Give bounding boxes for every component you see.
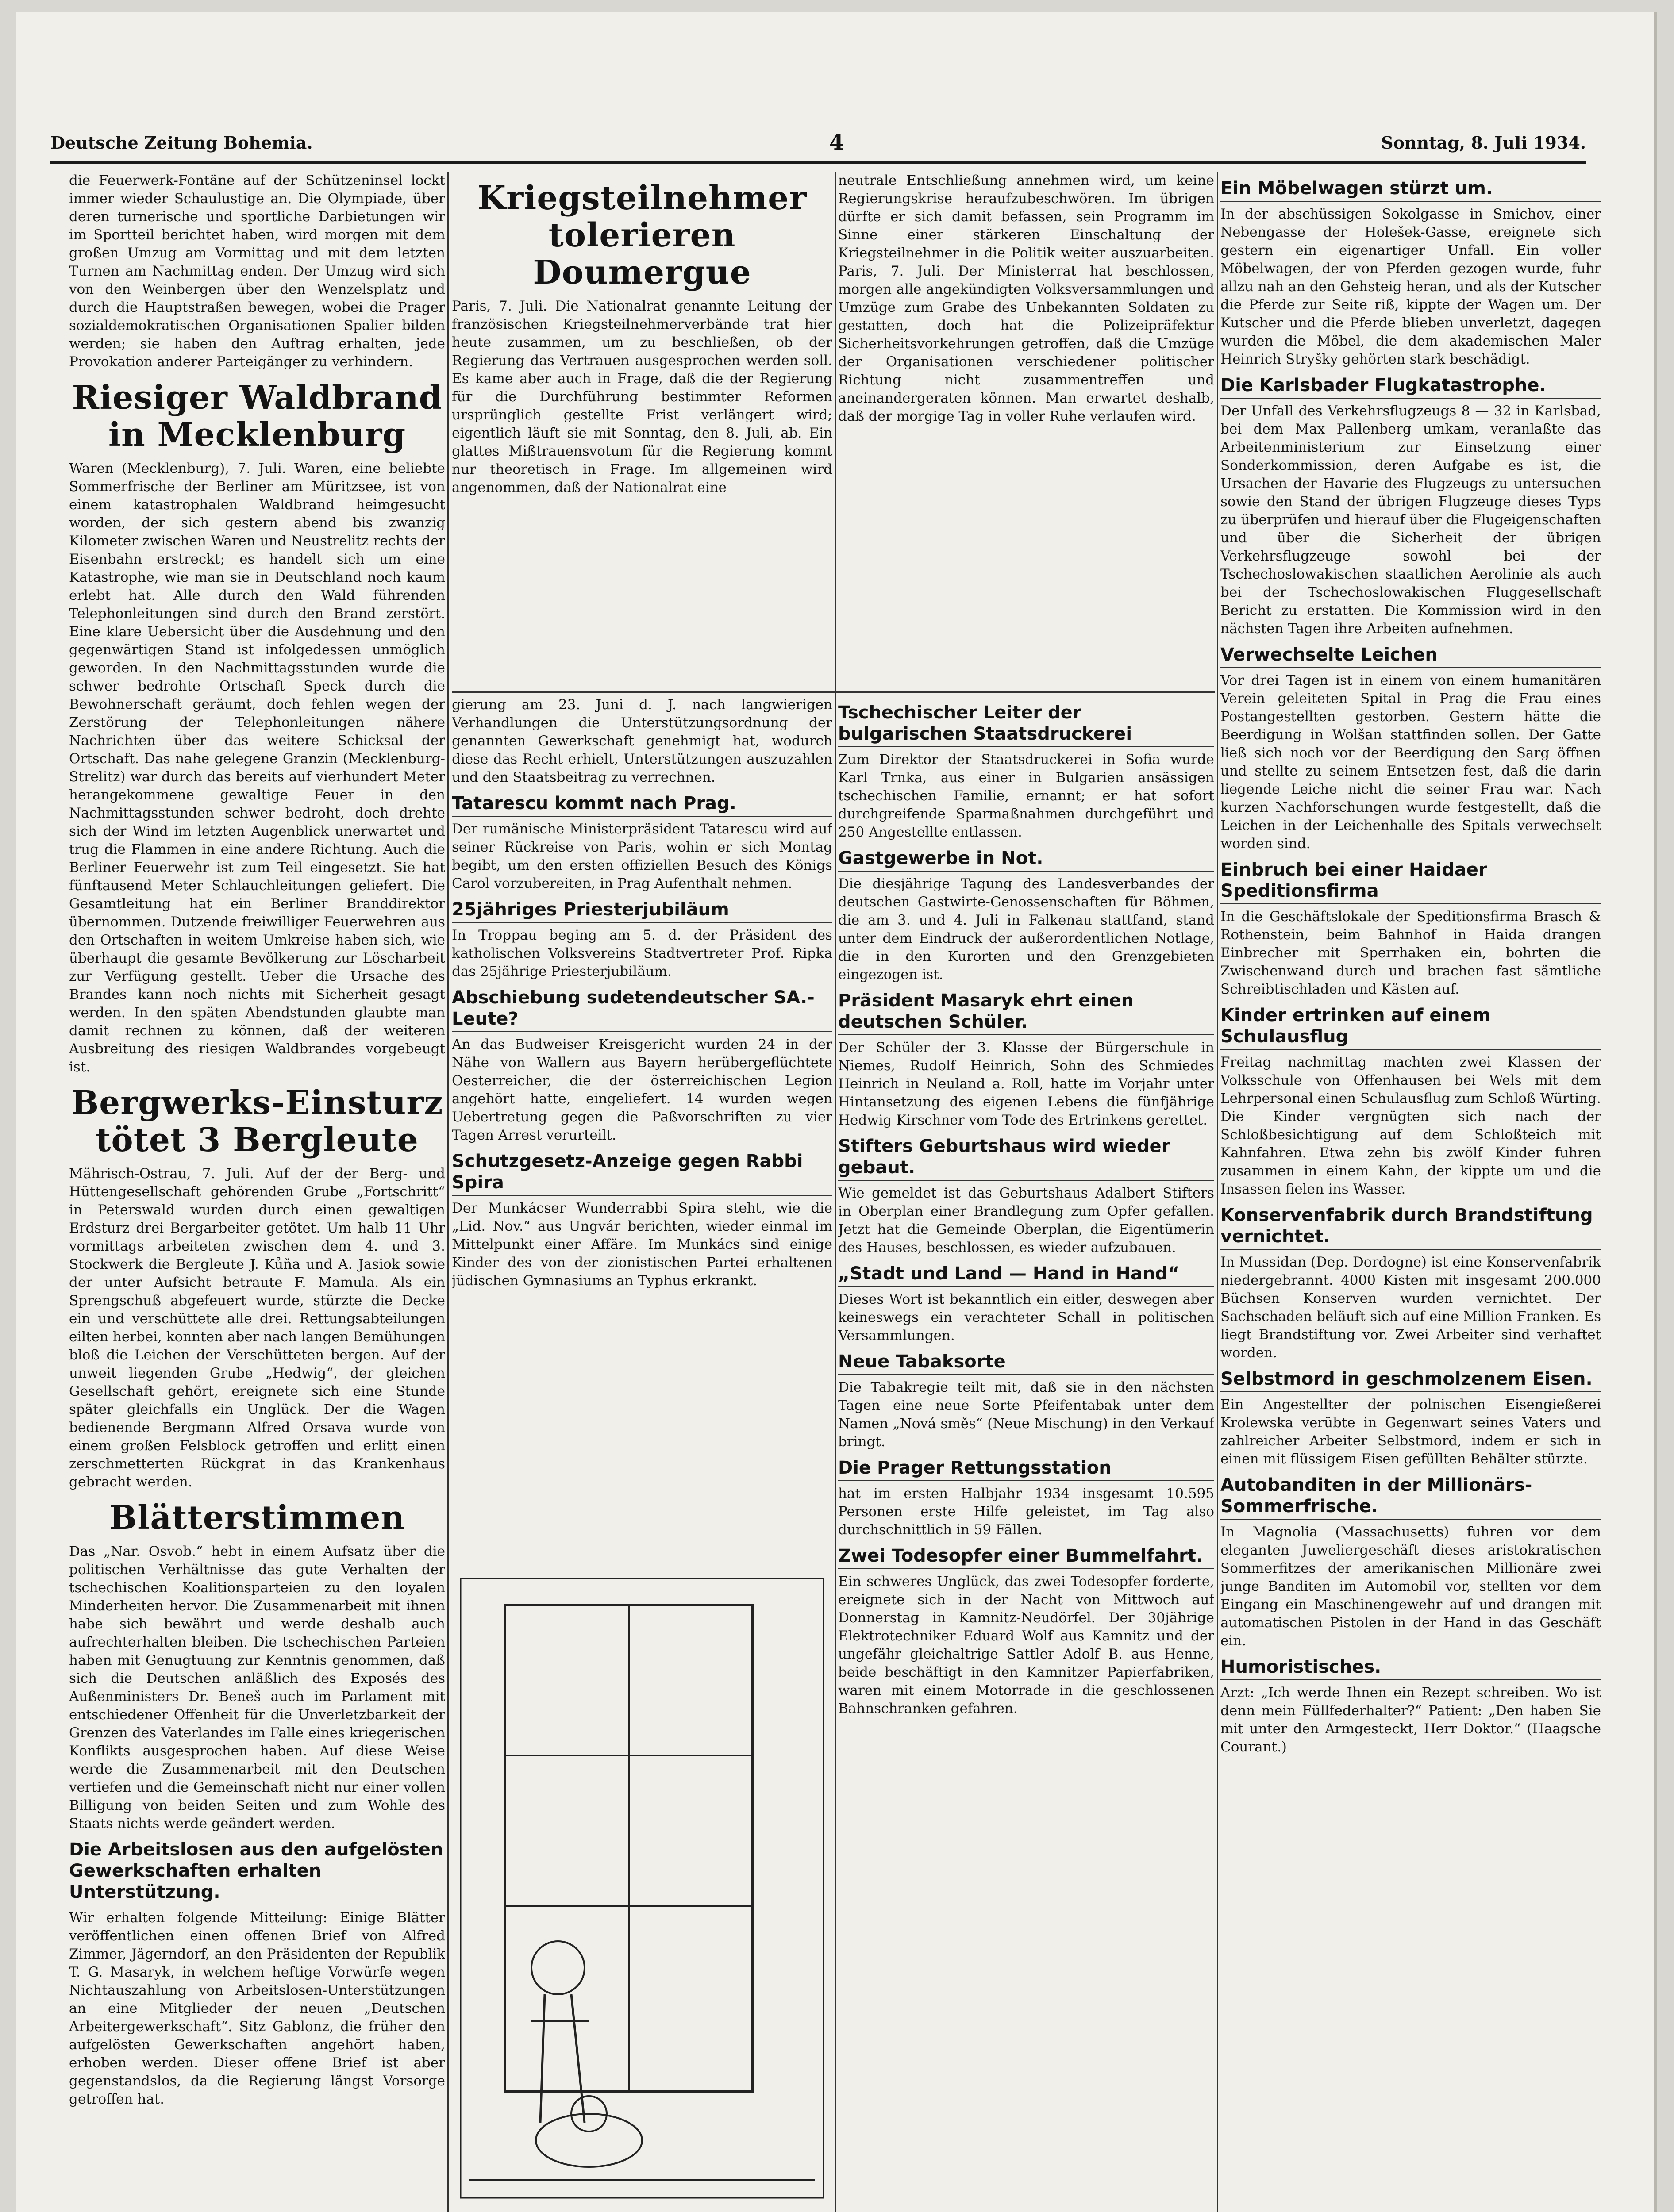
subheadline: Neue Tabaksorte xyxy=(838,1351,1214,1375)
article-text: Ein schweres Unglück, das zwei Todesopfer forderte, ereignete sich in der Nacht von Mittwoch auf Donnerstag in Kamnitz-Neudörfel. Der 30jährige Elektrotechniker Eduard Wolf aus Kamnitz und der ungefähr gleichaltrige Sattler Adolf B. aus Henne, beide beschäftigt in den Kamnitzer Papierfabriken, waren mit einem Motorrade in die geschlossenen Bahnschranken gefahren. xyxy=(838,1574,1214,1717)
column-rule xyxy=(447,172,449,2212)
headline: Riesiger Waldbrand in Mecklenburg xyxy=(72,379,443,454)
section-rule xyxy=(452,691,1215,693)
subheadline: Einbruch bei einer Haidaer Speditionsfirma xyxy=(1220,859,1601,904)
subheadline: Gastgewerbe in Not. xyxy=(838,848,1214,872)
page-number: 4 xyxy=(829,130,844,155)
article-text: Die diesjährige Tagung des Landesverbandes der deutschen Gastwirte-Genossenschaften für Böhmen, die am 3. und 4. Juli in Falkenau stattfand, stand unter dem Eindruck der außerordentlichen Notlage, die in den Kurorten und den Grenzgebieten eingezogen ist. xyxy=(838,876,1214,983)
subheadline: Tschechischer Leiter der bulgarischen Staatsdruckerei xyxy=(838,702,1214,747)
column-1 xyxy=(69,172,445,2212)
subheadline: „Stadt und Land — Hand in Hand“ xyxy=(838,1263,1214,1287)
column-rule xyxy=(1217,172,1218,2212)
article-text: Der Unfall des Verkehrsflugzeugs 8 — 32 in Karlsbad, bei dem Max Pallenberg umkam, veranlaßte das Arbeitenministerium zur Einsetzung einer Sonderkommission, deren Aufgabe es ist, die Ursachen der Havarie des Flugzeugs zu untersuchen sowie den Stand der übrigen Flugzeuge dieses Typs zu überprüfen und hierauf über die Flugeigenschaften und über die Sicherheit der übrigen Verkehrsflugzeuge sowohl bei der Tschechoslowakischen staatlichen Aerolinie als auch bei der Tschechoslowakischen Fluggesellschaft Bericht zu erstatten. Die Kommission wird in den nächsten Tagen ihre Arbeiten aufnehmen. xyxy=(1220,403,1601,637)
article-text: Mährisch-Ostrau, 7. Juli. Auf der der Berg- und Hüttengesellschaft gehörenden Grube „Fortschritt“ in Peterswald wurden durch einen gewaltigen Erdsturz drei Bergarbeiter getötet. Um halb 11 Uhr vormittags arbeiteten zwischen dem 4. und 3. Stockwerk die Bergleute J. Kůňa und A. Jasiok sowie der unter Aufsicht betraute F. Mamula. Als ein Sprengschuß abgefeuert wurde, stürzte die Decke ein und verschüttete alle drei. Rettungsabteilungen eilten herbei, konnten aber nach langen Bemühungen bloß die Leichen der Verschütteten bergen. Auf der unweit liegenden Grube „Hedwig“, der gleichen Gesellschaft gehört, ereignete sich eine Stunde später gleichfalls ein Unglück. Der die Wagen bedienende Bergmann Alfred Orsava wurde von einem großen Felsblock getroffen und erlitt einen zerschmetterten Rückgrat in das Krankenhaus gebracht werden. xyxy=(69,1166,445,1490)
headline: Bergwerks-Einsturz tötet 3 Bergleute xyxy=(71,1084,443,1159)
subheadline: Konservenfabrik durch Brandstiftung vernichtet. xyxy=(1220,1205,1601,1250)
column-2-top xyxy=(452,172,832,689)
subheadline: Selbstmord in geschmolzenem Eisen. xyxy=(1220,1368,1601,1392)
newspaper-name: Deutsche Zeitung Bohemia. xyxy=(50,133,313,153)
subheadline: Tatarescu kommt nach Prag. xyxy=(452,793,832,817)
article-text: Wir erhalten folgende Mitteilung: Einige Blätter veröffentlichen einen offenen Brief von Alfred Zimmer, Jägerndorf, an den Präsidenten der Republik T. G. Masaryk, in welchem heftige Vorwürfe wegen Nichtauszahlung von Arbeitslosen-Unterstützungen an eine Mitglieder der neuen „Deutschen Arbeitergewerkschaft“. Sitz Gablonz, die früher den aufgelösten Gewerkschaften angehört haben, erhoben werden. Dieser offene Brief ist aber gegenstandslos, da die Regierung längst Vorsorge getroffen hat. xyxy=(69,1910,445,2107)
article-text: In die Geschäftslokale der Speditionsfirma Brasch & Rothenstein, beim Bahnhof in Haida drangen Einbrecher mit Sperrhaken ein, bohrten die Zwischenwand durch und brachen fast sämtliche Schreibtischladen und Kästen auf. xyxy=(1220,909,1601,997)
article-text: In Mussidan (Dep. Dordogne) ist eine Konservenfabrik niedergebrannt. 4000 Kisten mit insgesamt 200.000 Büchsen Konserven wurden vernichtet. Der Sachschaden beläuft sich auf eine Million Franken. Es liegt Brandstiftung vor. Zwei Arbeiter sind verhaftet worden. xyxy=(1220,1254,1601,1361)
article-text: Arzt: „Ich werde Ihnen ein Rezept schreiben. Wo ist denn mein Füllfederhalter?“ Patient: „Den haben Sie mit unter den Armgesteckt, Herr Doktor.“ (Haagsche Courant.) xyxy=(1220,1685,1601,1755)
article-text: Der Schüler der 3. Klasse der Bürgerschule in Niemes, Rudolf Heinrich, Sohn des Schmiedes Heinrich in Neuland a. Roll, hatte im Vorjahr unter Hintansetzung des eigenen Lebens die fünfjährige Hedwig Kirschner vom Tode des Ertrinkens gerettet. xyxy=(838,1040,1214,1128)
headline: Kriegsteilnehmer tolerieren Doumergue xyxy=(477,179,807,292)
article-text: Ein Angestellter der polnischen Eisengießerei Krolewska verübte in Gegenwart seines Vaters und zahlreicher Arbeiter Selbstmord, indem er sich in einen mit flüssigem Eisen gefüllten Behälter stürzte. xyxy=(1220,1397,1601,1467)
column-2-bottom xyxy=(452,696,832,1563)
article-text: Dieses Wort ist bekanntlich ein eitler, deswegen aber keineswegs ein verachteter Schall in politischen Versammlungen. xyxy=(838,1291,1214,1344)
subheadline: Präsident Masaryk ehrt einen deutschen Schüler. xyxy=(838,990,1214,1035)
issue-date: Sonntag, 8. Juli 1934. xyxy=(1381,133,1586,153)
subheadline: Kinder ertrinken auf einem Schulausflug xyxy=(1220,1005,1601,1050)
article-text: Paris, 7. Juli. Die Nationalrat genannte Leitung der französischen Kriegsteilnehmerverbände trat hier heute zusammen, um zu beschließen, ob der Regierung das Vertrauen ausgesprochen werden soll. Es kame aber auch in Frage, daß die der Regierung für die Durchführung bestimmter Reformen ursprünglich gestellte Frist verlängert wird; eigentlich läuft sie mit Sonntag, den 8. Juli, ab. Ein glattes Mißtrauensvotum für die Regierung kommt nur theoretisch in Frage. Im allgemeinen wird angenommen, daß der Nationalrat eine xyxy=(452,298,832,495)
subheadline: Humoristisches. xyxy=(1220,1656,1601,1680)
article-text: Vor drei Tagen ist in einem von einem humanitären Verein geleiteten Spital in Prag die Frau eines Postangestellten gestorben. Gestern hätte die Beerdigung in Wolšan stattfinden sollen. Der Gatte ließ sich noch vor der Beerdigung den Sarg öffnen und stellte zu seinem Entsetzen fest, daß die darin liegende Leiche nicht die seiner Frau war. Nach kurzen Nachforschungen wurde festgestellt, daß die Leichen in der Leichenhalle des Spitals verwechselt worden sind. xyxy=(1220,672,1601,852)
article-text: Die Tabakregie teilt mit, daß sie in den nächsten Tagen eine neue Sorte Pfeifentabak unter dem Namen „Nová směs“ (Neue Mischung) in den Verkauf bringt. xyxy=(838,1379,1214,1450)
subheadline: Stifters Geburtshaus wird wieder gebaut. xyxy=(838,1136,1214,1181)
article-text: An das Budweiser Kreisgericht wurden 24 in der Nähe von Wallern aus Bayern herübergeflüchtete Oesterreicher, die der österreichischen Legion angehört hatte, eingeliefert. 14 wurden wegen Uebertretung gegen die Paßvorschriften zu vier Tagen Arrest verurteilt. xyxy=(452,1037,832,1143)
subheadline: Zwei Todesopfer einer Bummelfahrt. xyxy=(838,1545,1214,1569)
cartoon xyxy=(452,1570,832,2212)
article-text: gierung am 23. Juni d. J. nach langwierigen Verhandlungen die Unterstützungsordnung der genannten Gewerkschaft genehmigt hat, wodurch diese das Recht erhielt, Unterstützungen auszuzahlen und den Staatsbeitrag zu verrechnen. xyxy=(452,697,832,785)
article-text: Das „Nar. Osvob.“ hebt in einem Aufsatz über die politischen Verhältnisse das gute Verhalten der tschechischen Koalitionsparteien zu den loyalen Minderheiten hervor. Die Zusammenarbeit mit ihnen habe sich bewährt und werde deshalb auch aufrechterhalten bleiben. Die tschechischen Parteien haben mit Genugtuung zur Kenntnis genommen, daß sich die Deutschen anläßlich des Exposés des Außenministers Dr. Beneš auch im Parlament mit entschiedener Offenheit für die Unverletzbarkeit der Grenzen des Vaterlandes im Falle eines kriegerischen Konflikts ausgesprochen haben. Auf diese Weise werde die Zusammenarbeit mit den Deutschen vertiefen und die Gemeinschaft nicht nur einer vollen Billigung von beiden Seiten und zum Wohle des Staats nichts werde geändert werden. xyxy=(69,1544,445,1832)
column-rule xyxy=(835,172,836,2212)
header-rule xyxy=(50,161,1586,164)
subheadline: Ein Möbelwagen stürzt um. xyxy=(1220,178,1601,202)
article-text: Der Munkácser Wunderrabbi Spira steht, wie die „Lid. Nov.“ aus Ungvár berichten, wieder einmal im Mittelpunkt einer Affäre. Im Munkács sind einige Kinder des von der zionistischen Partei erhaltenen jüdischen Gymnasiums an Typhus erkrankt. xyxy=(452,1200,832,1289)
subheadline: Die Arbeitslosen aus den aufgelösten Gewerkschaften erhalten Unterstützung. xyxy=(69,1839,445,1905)
article-text: Der rumänische Ministerpräsident Tatarescu wird auf seiner Rückreise von Paris, wohin er sich Montag begibt, um den ersten offiziellen Besuch des Königs Carol vorzubereiten, in Prag Aufenthalt nehmen. xyxy=(452,821,832,891)
article-text: hat im ersten Halbjahr 1934 insgesamt 10.595 Personen erste Hilfe geleistet, im Tag also durchschnittlich in 59 Fällen. xyxy=(838,1486,1214,1538)
subheadline: Die Karlsbader Flugkatastrophe. xyxy=(1220,375,1601,399)
page-header xyxy=(50,130,1586,159)
article-text: die Feuerwerk-Fontäne auf der Schützeninsel lockt immer wieder Schaulustige an. Die Olympiade, über deren turnerische und sportliche Darbietungen wir im Sportteil berichtet haben, wird morgen mit dem großen Umzug am Vormittag und mit dem letzten Turnen am Nachmittag enden. Der Umzug wird sich von den Weinbergen über den Wenzelsplatz und durch die Hauptstraßen bewegen, wobei die Prager sozialdemokratischen Organisationen Spalier bilden werden; sie haben den Auftrag erhalten, jede Provokation anderer Parteigänger zu verhindern. xyxy=(69,173,445,370)
column-3-top xyxy=(838,172,1214,689)
article-text: Zum Direktor der Staatsdruckerei in Sofia wurde Karl Trnka, aus einer in Bulgarien ansässigen tschechischen Familie, ernannt; er hat sofort durchgreifende Sparmaßnahmen durchgeführt und 250 Angestellte entlassen. xyxy=(838,752,1214,840)
article-text: Wie gemeldet ist das Geburtshaus Adalbert Stifters in Oberplan einer Brandlegung zum Opfer gefallen. Jetzt hat die Gemeinde Oberplan, die Eigentümerin des Hauses, beschlossen, es wieder aufzubauen. xyxy=(838,1185,1214,1256)
subheadline: Schutzgesetz-Anzeige gegen Rabbi Spira xyxy=(452,1151,832,1196)
article-text: neutrale Entschließung annehmen wird, um keine Regierungskrise heraufzubeschwören. Im übrigen dürfte er sich damit befassen, sein Programm im Sinne einer stärkeren Einschaltung der Kriegsteilnehmer in die Politik weiter auszuarbeiten. Paris, 7. Juli. Der Ministerrat hat beschlossen, morgen alle angekündigten Volksversammlungen und Umzüge zum Grabe des Unbekannten Soldaten zu gestatten, doch hat die Polizeipräfektur Sicherheitsvorkehrungen getroffen, daß die Umzüge der Organisationen verschiedener politischer Richtung nicht zusammentreffen und aneinandergeraten können. Man erwartet deshalb, daß der morgige Tag in voller Ruhe verlaufen wird. xyxy=(838,173,1214,424)
article-text: Freitag nachmittag machten zwei Klassen der Volksschule von Offenhausen bei Wels mit dem Lehrpersonal einen Schulausflug zum Schloß Würting. Die Kinder vergnügten sich nach der Schloßbesichtigung auf dem Schloßteich mit Kahnfahren. Etwa zehn bis zwölf Kinder fuhren zusammen in einem Kahn, der kippte um und die Insassen fielen ins Wasser. xyxy=(1220,1054,1601,1197)
cartoon-illustration xyxy=(452,1570,832,2207)
article-text: In Magnolia (Massachusetts) fuhren vor dem eleganten Juweliergeschäft dieses aristokratischen Sommerfitzes der amerikanischen Millionäre zwei junge Banditen im Automobil vor, stellten vor dem Eingang ein Maschinengewehr auf und drangen mit automatischen Pistolen in der Hand in das Geschäft ein. xyxy=(1220,1524,1601,1649)
subheadline: Autobanditen in der Millionärs-Sommerfrische. xyxy=(1220,1475,1601,1520)
subheadline: Die Prager Rettungsstation xyxy=(838,1457,1214,1481)
column-3-bottom xyxy=(838,696,1214,2212)
column-4 xyxy=(1220,172,1601,2212)
article-text: In der abschüssigen Sokolgasse in Smichov, einer Nebengasse der Holešek-Gasse, ereignete sich gestern ein eigenartiger Unfall. Ein voller Möbelwagen, der von Pferden gezogen wurde, fuhr allzu nah an den Gehsteig heran, und als der Kutscher die Pferde zur Seite riß, kippte der Wagen um. Der Kutscher und die Pferde blieben unverletzt, dagegen wurden die Möbel, die dem akademischen Maler Heinrich Stryšky gehörten stark beschädigt. xyxy=(1220,206,1601,367)
subheadline: Abschiebung sudetendeutscher SA.-Leute? xyxy=(452,987,832,1032)
headline: Blätterstimmen xyxy=(109,1499,405,1537)
newspaper-page xyxy=(16,12,1657,2212)
subheadline: 25jähriges Priesterjubiläum xyxy=(452,899,832,923)
subheadline: Verwechselte Leichen xyxy=(1220,644,1601,668)
article-text: Waren (Mecklenburg), 7. Juli. Waren, eine beliebte Sommerfrische der Berliner am Müritzsee, ist von einem katastrophalen Waldbrand heimgesucht worden, der sich gestern abend bis zwanzig Kilometer zwischen Waren und Neustrelitz rechts der Eisenbahn erstreckt; es handelt sich um eine Katastrophe, wie man sie in Deutschland noch kaum erlebt hat. Alle durch den Wald führenden Telephonleitungen sind durch den Brand zerstört. Eine klare Uebersicht über die Ausdehnung und den gegenwärtigen Stand ist infolgedessen unmöglich geworden. In den Nachmittagsstunden wurde die schwer bedrohte Ortschaft Speck durch die Bewohnerschaft geräumt, doch fehlen wegen der Zerstörung der Telephonleitungen nähere Nachrichten über das weitere Schicksal der Ortschaft. Das nahe gelegene Granzin (Mecklenburg-Strelitz) war durch das bereits auf vierhundert Meter herangekommene gewaltige Feuer in den Nachmittagsstunden schwer bedroht, doch drehte sich der Wind im letzten Augenblick unerwartet und trug die Flammen in eine andere Richtung. Auch die Berliner Feuerwehr ist zum Teil eingesetzt. Sie hat fünftausend Meter Schlauchleitungen geliefert. Die Gesamtleitung hat ein Berliner Branddirektor übernommen. Dutzende freiwilliger Feuerwehren aus den Ortschaften in weitem Umkreise haben sich, wie überhaupt die gesamte Bevölkerung zur Löscharbeit zur Verfügung gestellt. Ueber die Ursache des Brandes kann noch nichts mit Sicherheit gesagt werden. In den späten Abendstunden glaubte man damit rechnen zu können, daß der weiteren Ausbreitung des riesigen Waldbrandes vorgebeugt ist. xyxy=(69,461,445,1075)
article-text: In Troppau beging am 5. d. der Präsident des katholischen Volksvereins Stadtvertreter Prof. Ripka das 25jährige Priesterjubiläum. xyxy=(452,927,832,979)
